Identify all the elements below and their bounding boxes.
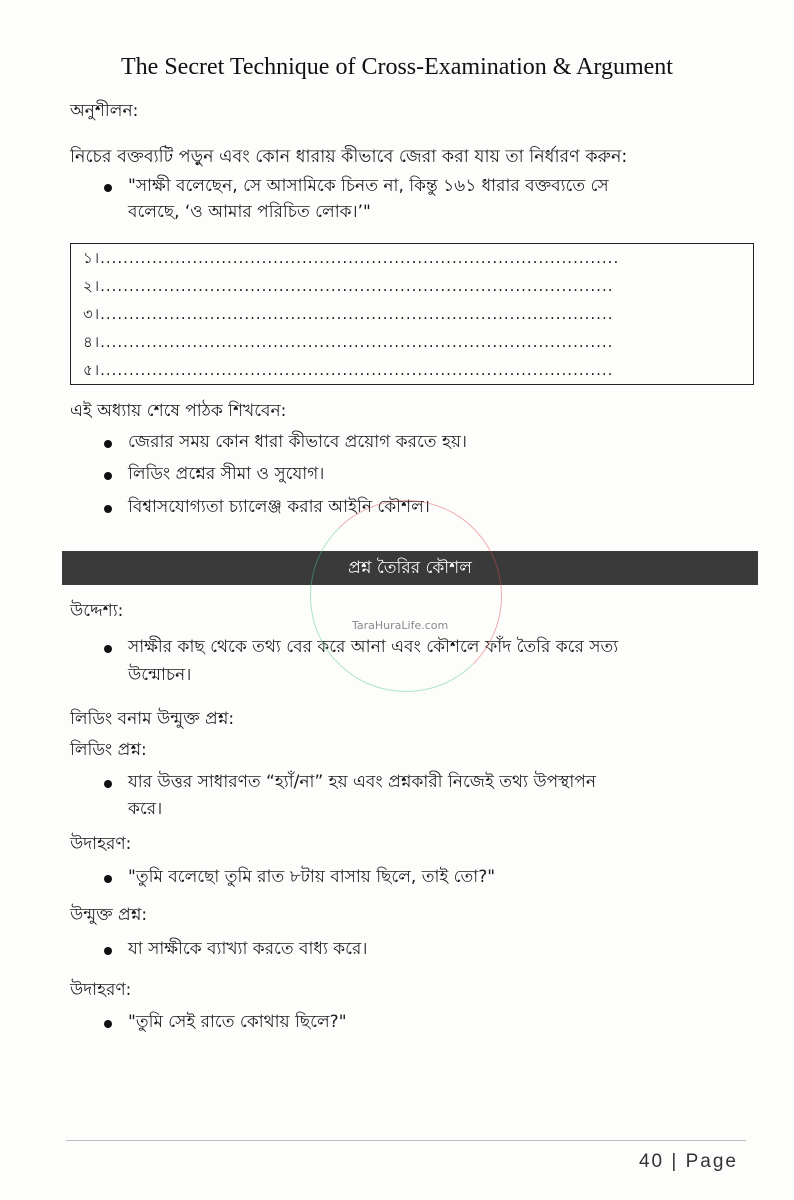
bullet-icon bbox=[104, 440, 112, 448]
leading-definition: যার উত্তর সাধারণত “হ্যাঁ/না” হয় এবং প্রশ্নকারী নিজেই তথ্য উপস্থাপন bbox=[128, 772, 596, 792]
running-title: The Secret Technique of Cross-Examination & Argument bbox=[121, 54, 673, 80]
bullet-icon bbox=[104, 645, 112, 653]
answer-box bbox=[70, 243, 754, 385]
example-text: "তুমি বলেছো তুমি রাত ৮টায় বাসায় ছিলে, তাই তো?" bbox=[128, 867, 496, 887]
bullet-icon bbox=[104, 875, 112, 883]
answer-row[interactable]: ৪।......................................................................................... bbox=[83, 333, 614, 351]
section-title: প্রশ্ন তৈরির কৌশল bbox=[348, 558, 472, 578]
footer-divider bbox=[66, 1140, 746, 1141]
watermark-text: TaraHuraLife.com bbox=[352, 619, 449, 632]
open-definition: যা সাক্ষীকে ব্যাখ্যা করতে বাধ্য করে। bbox=[128, 939, 368, 959]
bullet-icon bbox=[104, 1020, 112, 1028]
answer-row[interactable]: ৩।......................................................................................... bbox=[83, 305, 614, 323]
bullet-icon bbox=[104, 780, 112, 788]
section-title-bar bbox=[62, 551, 758, 585]
learning-item: লিডিং প্রশ্নের সীমা ও সুযোগ। bbox=[128, 464, 325, 484]
exercise-instruction: নিচের বক্তব্যটি পড়ুন এবং কোন ধারায় কীভাবে জেরা করা যায় তা নির্ধারণ করুন: bbox=[70, 147, 628, 167]
leading-definition: করে। bbox=[128, 799, 163, 819]
answer-row[interactable]: ১।.......................................................................................... bbox=[83, 249, 620, 267]
bullet-icon bbox=[104, 947, 112, 955]
example-heading: উদাহরণ: bbox=[70, 980, 132, 1000]
answer-row[interactable]: ৫।......................................................................................... bbox=[83, 361, 614, 379]
leading-vs-open-heading: লিডিং বনাম উন্মুক্ত প্রশ্ন: bbox=[70, 709, 235, 729]
bullet-icon bbox=[104, 472, 112, 480]
objective-text: সাক্ষীর কাছ থেকে তথ্য বের করে আনা এবং কৌশলে ফাঁদ তৈরি করে সত্য bbox=[128, 637, 619, 657]
answer-row[interactable]: ২।......................................................................................... bbox=[83, 277, 614, 295]
learning-heading: এই অধ্যায় শেষে পাঠক শিখবেন: bbox=[70, 401, 287, 421]
objective-heading: উদ্দেশ্য: bbox=[70, 601, 124, 621]
bullet-icon bbox=[104, 505, 112, 513]
exercise-heading: অনুশীলন: bbox=[70, 101, 139, 121]
leading-heading: লিডিং প্রশ্ন: bbox=[70, 740, 147, 760]
quote-line: বলেছে, ‘ও আমার পরিচিত লোক।’" bbox=[128, 202, 371, 222]
quote-line: "সাক্ষী বলেছেন, সে আসামিকে চিনত না, কিন্তু ১৬১ ধারার বক্তব্যতে সে bbox=[128, 176, 609, 196]
page-number: 40 | Page bbox=[638, 1151, 738, 1172]
learning-item: জেরার সময় কোন ধারা কীভাবে প্রয়োগ করতে হয়। bbox=[128, 432, 467, 452]
example-text: "তুমি সেই রাতে কোথায় ছিলে?" bbox=[128, 1012, 347, 1032]
watermark-logo bbox=[310, 500, 502, 692]
open-heading: উন্মুক্ত প্রশ্ন: bbox=[70, 905, 148, 925]
example-heading: উদাহরণ: bbox=[70, 834, 132, 854]
objective-text: উন্মোচন। bbox=[128, 665, 192, 685]
learning-item: বিশ্বাসযোগ্যতা চ্যালেঞ্জ করার আইনি কৌশল। bbox=[128, 497, 430, 517]
bullet-icon bbox=[104, 184, 112, 192]
